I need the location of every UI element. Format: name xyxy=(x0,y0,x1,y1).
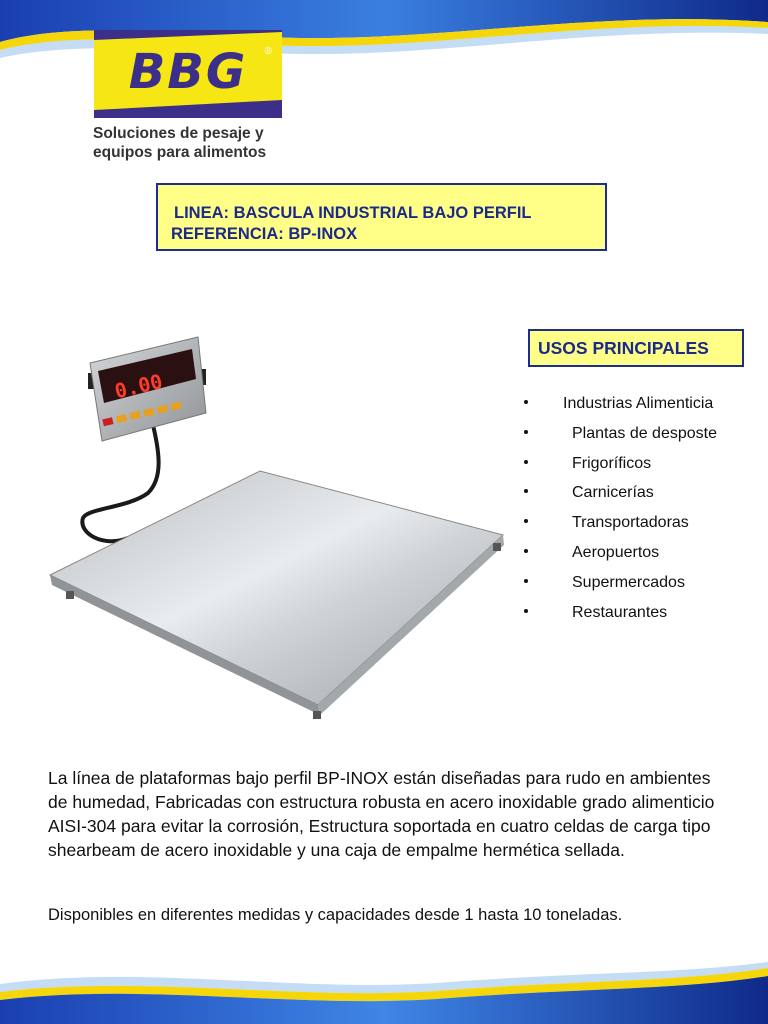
scale-cable xyxy=(82,421,158,541)
logo-text: BBG xyxy=(128,44,248,100)
product-reference-label: REFERENCIA: BP-INOX xyxy=(171,225,358,243)
tagline-line-2: equipos para alimentos xyxy=(93,144,267,161)
description-paragraph: La línea de plataformas bajo perfil BP-INOX están diseñadas para rudo en ambientes de humedad, Fabricadas con estructura robusta en acero inoxidable grado alimenticio AISI-304 para evitar la corrosión, Estructura soportada en cuatro celdas de carga tipo shearbeam de acero inoxidable y una caja de empalme hermética sellada. xyxy=(48,768,715,860)
bbg-logo xyxy=(94,30,282,118)
bullet-icon xyxy=(524,519,528,523)
bullet-icon xyxy=(524,549,528,553)
weight-indicator xyxy=(88,337,206,441)
indicator-display: 0.00 xyxy=(112,369,165,404)
product-title-box xyxy=(156,183,607,251)
scale-platform xyxy=(50,471,504,719)
bottom-wave-decoration xyxy=(0,954,768,1024)
bullet-icon xyxy=(524,400,528,404)
registered-mark: ® xyxy=(264,46,272,57)
brand-tagline xyxy=(93,124,323,162)
scale-product-image xyxy=(48,333,508,723)
availability-paragraph: Disponibles en diferentes medidas y capacidades desde 1 hasta 10 toneladas. xyxy=(48,906,623,924)
bullet-icon xyxy=(524,460,528,464)
product-line-label: LINEA: BASCULA INDUSTRIAL BAJO PERFIL xyxy=(174,204,532,222)
tagline-line-1: Soluciones de pesaje y xyxy=(93,125,264,142)
bullet-icon xyxy=(524,609,528,613)
usos-heading: USOS PRINCIPALES xyxy=(528,329,744,367)
bullet-icon xyxy=(524,430,528,434)
bullet-icon xyxy=(524,579,528,583)
bullet-icon xyxy=(524,489,528,493)
